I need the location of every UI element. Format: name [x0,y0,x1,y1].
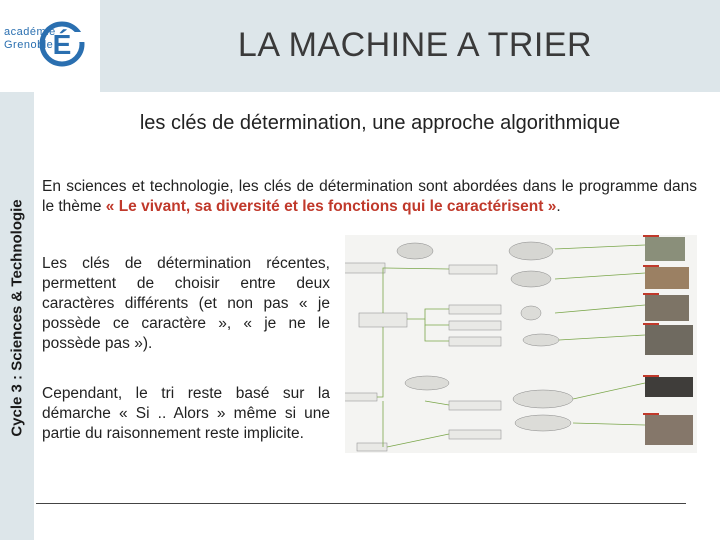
subtitle: les clés de détermination, une approche algorithmique [139,112,621,134]
paragraph-intro [42,177,697,217]
paragraph-keys: Les clés de détermination récentes, permettent de choisir entre deux caractères différents (et non pas « je possède ce caractère », « je ne le possède pas »). [42,255,330,352]
paragraph-intro-end: . [556,198,561,215]
logo-line-1: académie [4,26,56,38]
academie-grenoble-logo [0,0,100,92]
svg-text:É: É [52,29,72,60]
paragraph-intro-highlight: « Le vivant, sa diversité et les fonctions qui le caractérisent » [105,198,557,215]
paragraph-intro-text: En sciences et technologie, les clés de détermination sont abordées dans le programme dans le thème [42,178,697,215]
page-title: LA MACHINE A TRIER [237,26,593,64]
e-logo-icon [38,6,90,74]
determination-key-image [345,235,697,453]
sidebar-vertical-label: Cycle 3 : Sciences & Technologie [8,199,26,437]
determination-key-diagram [345,235,697,453]
paragraph-sorting: Cependant, le tri reste basé sur la démarche « Si .. Alors » même si une partie du raisonnement reste implicite. [42,385,330,442]
bottom-divider [36,503,686,504]
logo-line-2: Grenoble [4,39,54,51]
